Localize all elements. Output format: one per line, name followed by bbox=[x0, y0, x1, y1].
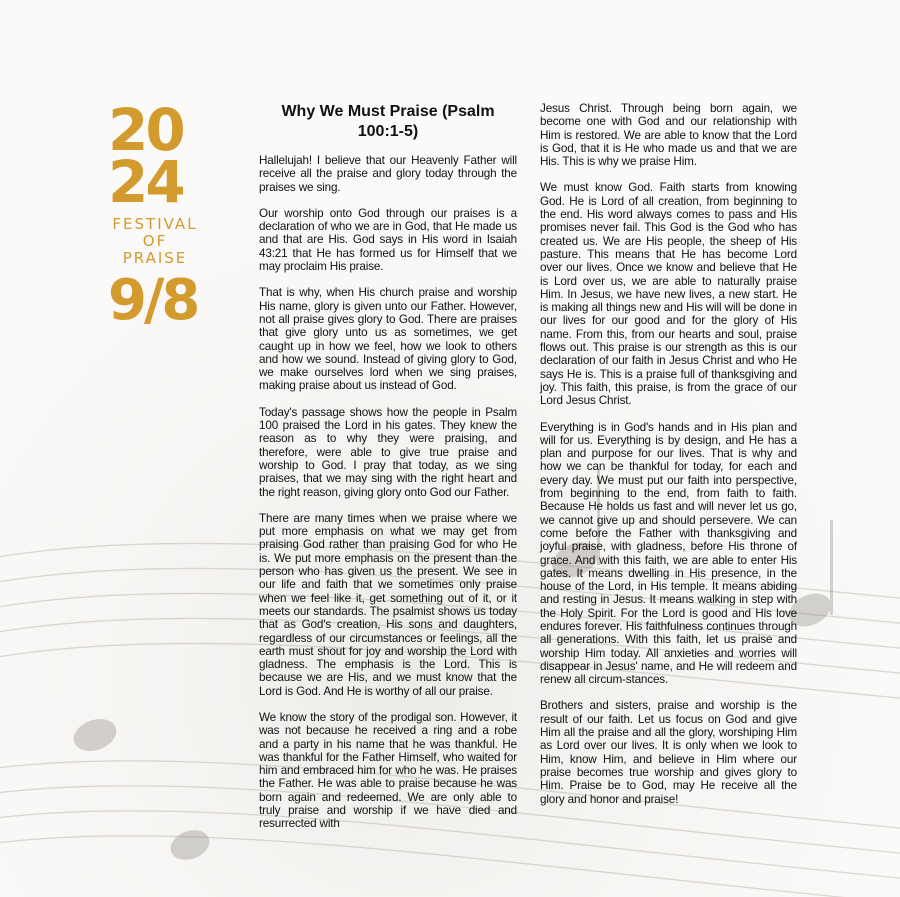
festival-logo bbox=[108, 96, 208, 333]
paragraph: We must know God. Faith starts from knowing God. He is Lord of all creation, from beginning to the end. His word always comes to pass and His promises never fail. This God is the God who has created us. We are His people, the sheep of His pasture. This means that He has become Lord over our lives. Once we know and believe that He is Lord over us, we are able to naturally praise Him. In Jesus, we have new lives, a new start. He is making all things new and His will will be done in our lives for our good and for the glory of His name. From this, from our hearts and soul, praise flows out. This praise is our strength as this is our declaration of our faith in Jesus Christ and who He says He is. This is a praise full of thanksgiving and joy. This faith, this praise, is from the grace of our Lord Jesus Christ. bbox=[540, 181, 797, 408]
festival-line-2: OF PRAISE bbox=[122, 232, 188, 267]
paragraph: We know the story of the prodigal son. However, it was not because he received a ring and a robe and a party in his name that he was thankful. He was thankful for the Father Himself, who waited for him and embraced him for who he was. He praises the Father. He was able to praise because he was born again and redeemed. We are only able to truly praise and worship if we have died and resurrected with bbox=[259, 710, 517, 831]
paragraph: Hallelujah! I believe that our Heavenly Father will receive all the praise and glory today through the praises we sing. bbox=[259, 154, 517, 194]
paragraph: Brothers and sisters, praise and worship is the result of our faith. Let us focus on God and give Him all the praise and all the glory, worshiping Him as Lord over our lives. It is only when we look to Him, know Him, and believe in Him where our praise becomes true worship and gives glory to Him. Praise be to God, may He receive all the glory and honor and praise! bbox=[540, 699, 797, 806]
festival-line-1: FESTIVAL bbox=[112, 215, 198, 233]
year-top: 20 bbox=[108, 96, 183, 164]
paragraph: That is why, when His church praise and worship His name, glory is given unto our Father. However, not all praise gives glory to God. There are praises that give glory unto us as sometimes, we get caught up in how we feel, how we look to others and how we sound. Instead of giving glory to God, we make ourselves lord when we sing praises, making praise about us instead of God. bbox=[259, 286, 517, 393]
paragraph: Our worship onto God through our praises is a declaration of who we are in God, that He made us and that are His. God says in His word in Isaiah 43:21 that He has formed us for Himself that we may proclaim His praise. bbox=[259, 206, 517, 274]
year-bottom: 24 bbox=[108, 148, 183, 216]
article-column-left bbox=[259, 102, 517, 844]
article-title: Why We Must Praise (Psalm 100:1-5) bbox=[281, 103, 495, 140]
festival-date: 9/8 bbox=[108, 268, 198, 333]
article-column-right bbox=[540, 102, 797, 819]
paragraph: Jesus Christ. Through being born again, we become one with God and our relationship with Him is restored. We are able to know that the Lord is God, that it is He who made us and that we are His. This is why we praise Him. bbox=[540, 102, 797, 169]
paragraph: Everything is in God's hands and in His plan and will for us. Everything is by design, and He has a plan and purpose for our lives. That is why and how we can be thankful for today, for each and every day. We must put our faith into perspective, from beginning to the end, from faith to faith. Because He holds us fast and will never let us go, we cannot give up and should persevere. We can come before the Father with thanksgiving and joyful praise, with gladness, before His throne of grace. And with this faith, we are able to enter His gates. It means dwelling in His presence, in the house of the Lord, in His temple. It means abiding and resting in Jesus. It means walking in step with the Holy Spirit. For the Lord is good and His love endures forever. His faithfulness continues through all generations. With this faith, let us praise and worship Him today. All anxieties and worries will disappear in Jesus' name, and He will redeem and renew all circum-stances. bbox=[540, 420, 797, 687]
paragraph: There are many times when we praise where we put more emphasis on what we may get from praising God rather than praising God for who He is. We put more emphasis on the present than the person who has given us the present. We see in our life and faith that we sometimes only praise when we feel like it, get something out of it, or it meets our standards. The psalmist shows us today that as God's creation, His sons and daughters, regardless of our circumstances or feelings, all the earth must shout for joy and worship the Lord with gladness. The emphasis is the Lord. This is because we are His, and we must know that the Lord is God. And He is worthy of all our praise. bbox=[259, 511, 517, 698]
paragraph: Today's passage shows how the people in Psalm 100 praised the Lord in his gates. They knew the reason as to why they were praising, and therefore, were able to give true praise and worship to God. I pray that today, as we sing praises, that we may sing with the right heart and the right reason, giving glory onto God our Father. bbox=[259, 405, 517, 499]
